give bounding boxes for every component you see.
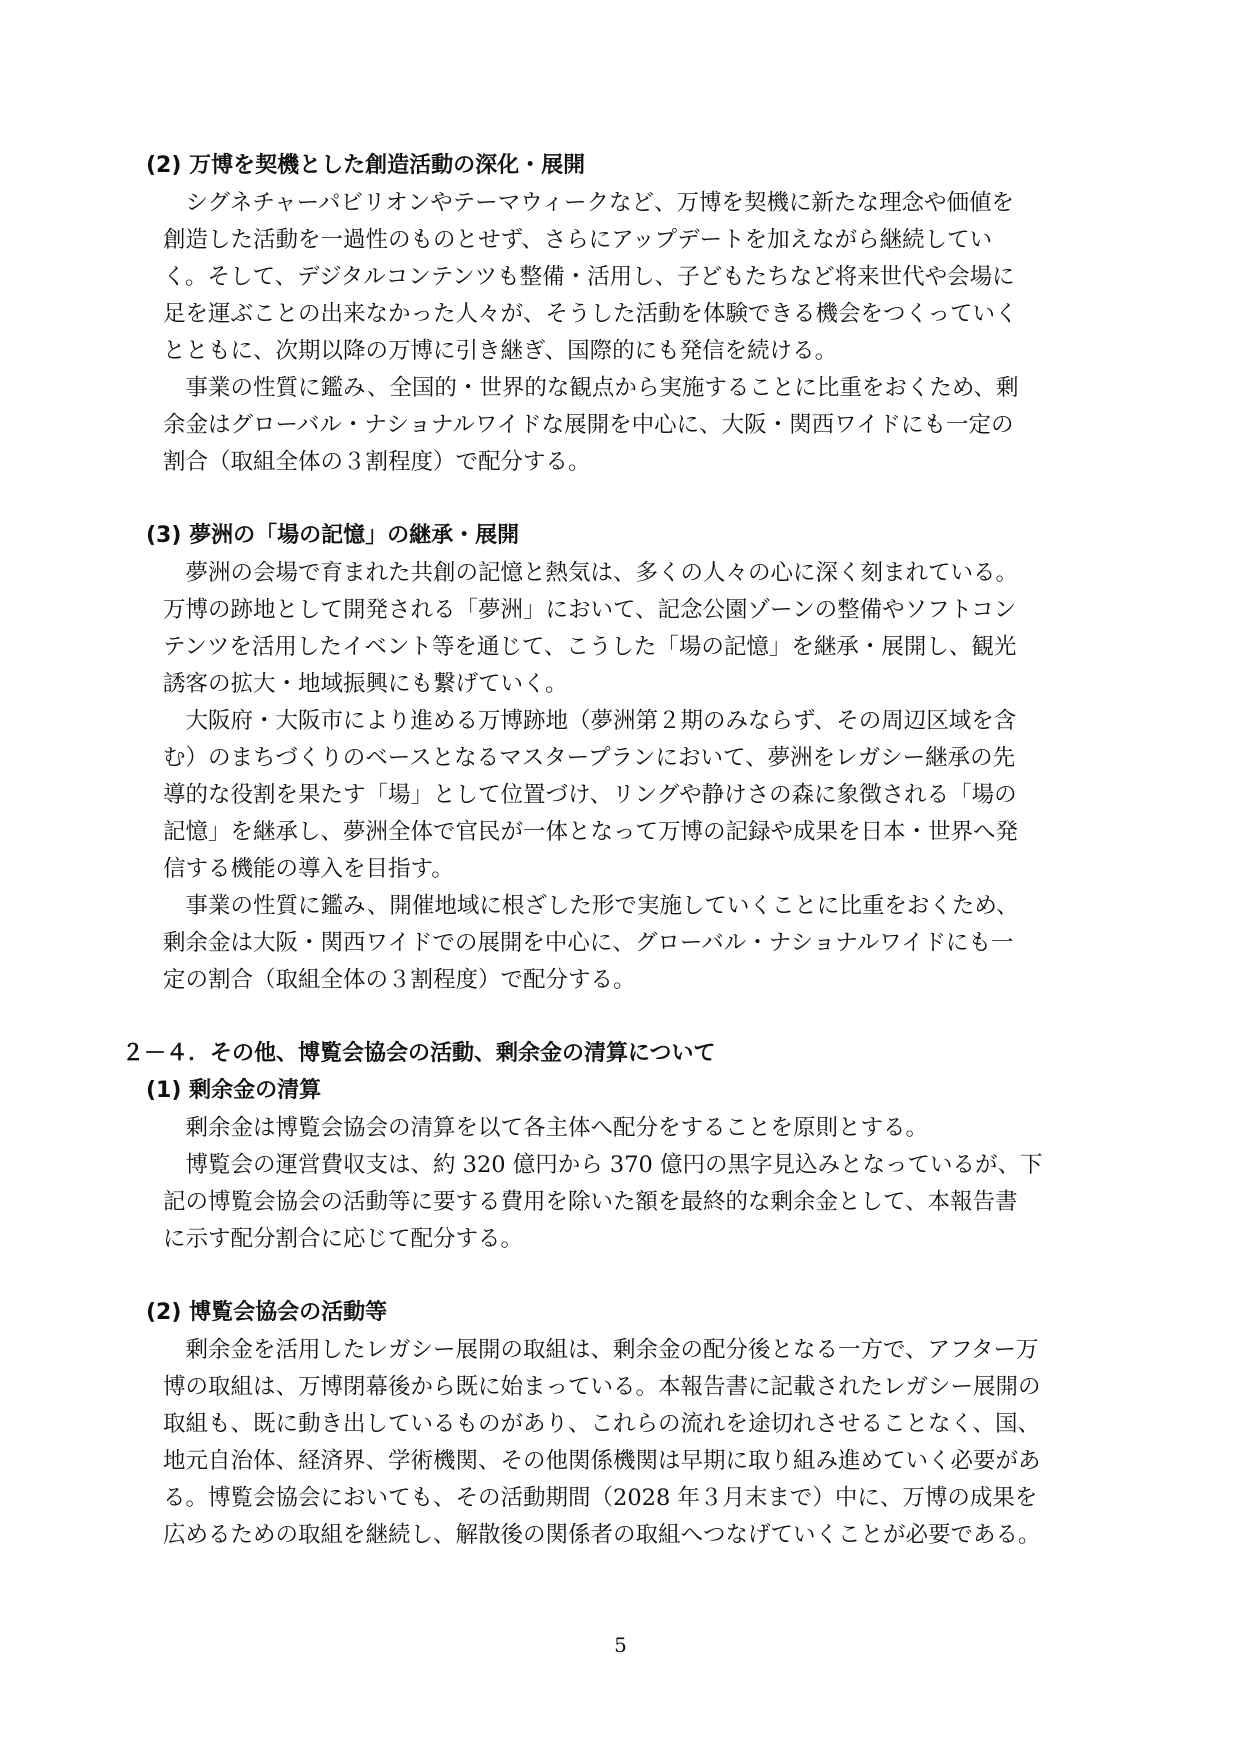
paragraph-line: 事業の性質に鑑み、全国的・世界的な観点から実施することに比重をおくため、剰 <box>163 375 1019 401</box>
paragraph-line: テンツを活用したイベント等を通じて、こうした「場の記憶」を継承・展開し、観光 <box>163 634 1017 660</box>
paragraph-line: 誘客の拡大・地域振興にも繋げていく。 <box>163 671 568 697</box>
subsection-heading-association-activities: (2) 博覧会協会の活動等 <box>146 1300 388 1325</box>
paragraph-line: 割合（取組全体の３割程度）で配分する。 <box>163 449 591 475</box>
paragraph-line: 創造した活動を一過性のものとせず、さらにアップデートを加えながら継続してい <box>163 227 993 253</box>
paragraph-line: 博の取組は、万博閉幕後から既に始まっている。本報告書に記載されたレガシー展開の <box>163 1374 1041 1400</box>
paragraph-line: 定の割合（取組全体の３割程度）で配分する。 <box>163 967 636 993</box>
paragraph-line: とともに、次期以降の万博に引き継ぎ、国際的にも発信を続ける。 <box>163 338 838 364</box>
paragraph-line: 足を運ぶことの出来なかった人々が、そうした活動を体験できる機会をつくっていく <box>163 301 1018 327</box>
paragraph-line: 剰余金を活用したレガシー展開の取組は、剰余金の配分後となる一方で、アフター万 <box>163 1337 1039 1363</box>
major-heading-2-4: ２－４．その他、博覧会協会の活動、剰余金の清算について <box>122 1041 716 1066</box>
section-heading-creative-activities: (2) 万博を契機とした創造活動の深化・展開 <box>146 153 586 178</box>
paragraph-line: む）のまちづくりのベースとなるマスタープランにおいて、夢洲をレガシー継承の先 <box>163 745 1016 771</box>
paragraph-line: 万博の跡地として開発される「夢洲」において、記念公園ゾーンの整備やソフトコン <box>163 597 1017 623</box>
paragraph-line: 信する機能の導入を目指す。 <box>163 856 454 882</box>
section-heading-yumeshima-memory: (3) 夢洲の「場の記憶」の継承・展開 <box>146 523 520 548</box>
paragraph-line: シグネチャーパビリオンやテーマウィークなど、万博を契機に新たな理念や価値を <box>163 190 1014 216</box>
paragraph-line: 記の博覧会協会の活動等に要する費用を除いた額を最終的な剰余金として、本報告書 <box>163 1189 1018 1215</box>
paragraph-line: に示す配分割合に応じて配分する。 <box>163 1226 524 1252</box>
paragraph-line: 余金はグローバル・ナショナルワイドな展開を中心に、大阪・関西ワイドにも一定の <box>163 412 1014 438</box>
paragraph-line: 事業の性質に鑑み、開催地域に根ざした形で実施していくことに比重をおくため、 <box>163 893 1019 919</box>
paragraph-line: 広めるための取組を継続し、解散後の関係者の取組へつなげていくことが必要である。 <box>163 1522 1041 1548</box>
paragraph-line: 取組も、既に動き出しているものがあり、これらの流れを途切れさせることなく、国、 <box>163 1411 1041 1437</box>
paragraph-line: る。博覧会協会においても、その活動期間（2028 年３月末まで）中に、万博の成果を <box>163 1485 1038 1511</box>
paragraph-line: 記憶」を継承し、夢洲全体で官民が一体となって万博の記録や成果を日本・世界へ発 <box>163 819 1019 845</box>
paragraph-line: く。そして、デジタルコンテンツも整備・活用し、子どもたちなど将来世代や会場に <box>163 264 1015 290</box>
paragraph-line: 夢洲の会場で育まれた共創の記憶と熱気は、多くの人々の心に深く刻まれている。 <box>163 560 1019 586</box>
paragraph-line: 導的な役割を果たす「場」として位置づけ、リングや静けさの森に象徴される「場の <box>163 782 1017 808</box>
page-number: 5 <box>614 1633 627 1657</box>
paragraph-line: 剰余金は大阪・関西ワイドでの展開を中心に、グローバル・ナショナルワイドにも一 <box>163 930 1014 956</box>
paragraph-line: 大阪府・大阪市により進める万博跡地（夢洲第２期のみならず、その周辺区域を含 <box>163 708 1017 734</box>
subsection-heading-surplus-settlement: (1) 剰余金の清算 <box>146 1078 322 1103</box>
paragraph-line: 地元自治体、経済界、学術機関、その他関係機関は早期に取り組み進めていく必要があ <box>163 1448 1041 1474</box>
paragraph-line: 剰余金は博覧会協会の清算を以て各主体へ配分をすることを原則とする。 <box>163 1115 929 1141</box>
paragraph-line: 博覧会の運営費収支は、約 320 億円から 370 億円の黒字見込みとなっているが、下 <box>163 1152 1043 1178</box>
